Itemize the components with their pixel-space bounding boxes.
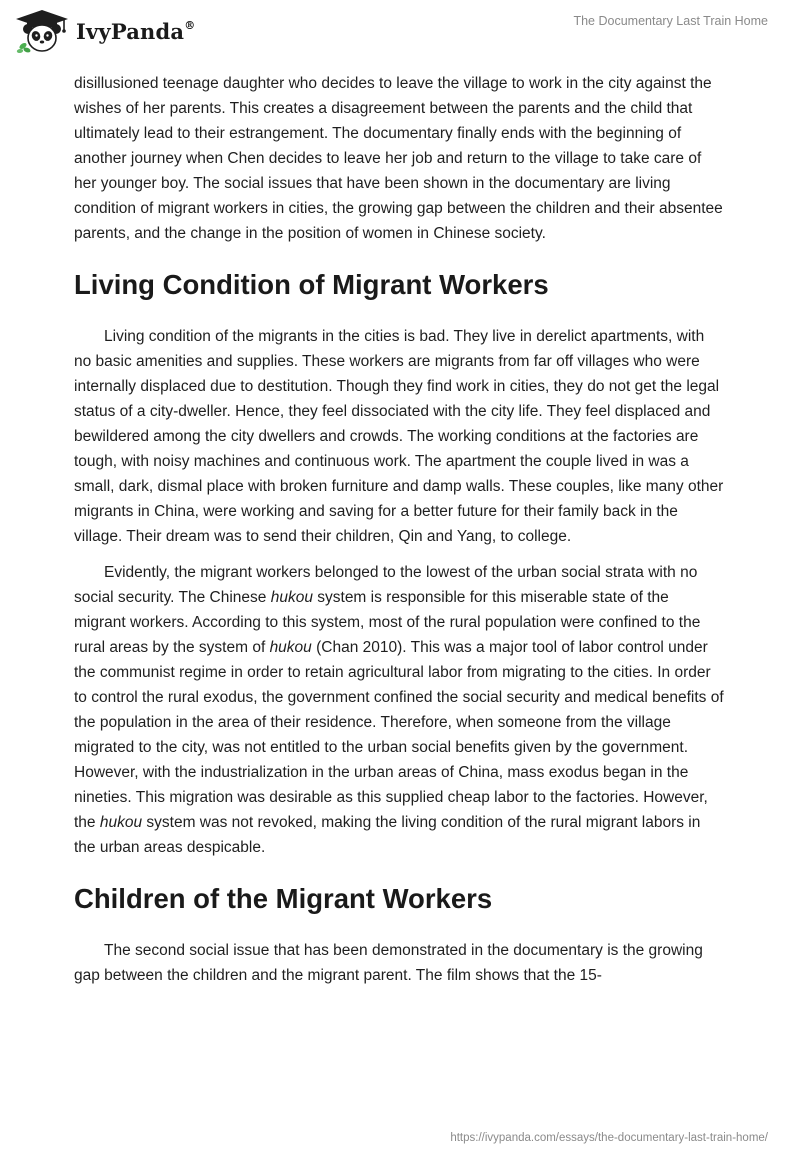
- paragraph-4: The second social issue that has been demonstrated in the documentary is the growing gap between the children and the migrant parent. The film shows that the 15-: [74, 942, 703, 984]
- page-header: [0, 0, 800, 64]
- essay-body: [74, 71, 724, 999]
- paragraph-3: Evidently, the migrant workers belonged to the lowest of the urban social strata with no social security. The Chinese hukou system is responsible for this miserable state of the migrant workers. According to this system, most of the rural population were confined to the rural areas by the system of hukou (Chan 2010). This was a major tool of labor control under the communist regime in order to retain agricultural labor from migrating to the cities. In order to control the rural exodus, the government confined the social security and medical benefits of the population in the area of their residence. Therefore, when someone from the village migrated to the city, was not entitled to the urban social benefits given by the government. However, with the industrialization in the urban areas of China, mass exodus began in the nineties. This migration was desirable as this supplied cheap labor to the factories. However, the hukou system was not revoked, making the living condition of the rural migrant labors in the urban areas despicable.: [74, 564, 724, 856]
- hukou-term: hukou: [99, 814, 143, 831]
- heading-children: Children of the Migrant Workers: [74, 883, 493, 914]
- brand-logo[interactable]: [14, 8, 195, 54]
- panda-graduation-icon: [14, 8, 70, 54]
- source-url-link[interactable]: https://ivypanda.com/essays/the-documentary-last-train-home/: [450, 1132, 768, 1144]
- hukou-term: hukou: [270, 589, 313, 606]
- document-title: The Documentary Last Train Home: [573, 14, 768, 28]
- paragraph-1: disillusioned teenage daughter who decides to leave the village to work in the city against the wishes of her parents. This creates a disagreement between the parents and the child that ultimately lead to their estrangement. The documentary finally ends with the beginning of another journey when Chen decides to leave her job and return to the village to take care of her younger boy. The social issues that have been shown in the documentary are living condition of migrant workers in cities, the growing gap between the children and their absentee parents, and the change in the position of women in Chinese society.: [74, 75, 723, 242]
- heading-living-condition: Living Condition of Migrant Workers: [74, 269, 549, 300]
- paragraph-2: Living condition of the migrants in the cities is bad. They live in derelict apartments, with no basic amenities and supplies. These workers are migrants from far off villages who were internally displaced due to destitution. Though they find work in cities, they do not get the legal status of a city-dweller. Hence, they feel dissociated with the city life. They feel displaced and bewildered among the city dwellers and crowds. The working conditions at the factories are tough, with noisy machines and continuous work. The apartment the couple lived in was a small, dark, dismal place with broken furniture and damp walls. These couples, like many other migrants in China, were working and saving for a better future for their family back in the village. Their dream was to send their children, Qin and Yang, to college.: [74, 328, 724, 545]
- hukou-term: hukou: [269, 639, 312, 656]
- brand-name: IvyPanda®: [76, 18, 196, 44]
